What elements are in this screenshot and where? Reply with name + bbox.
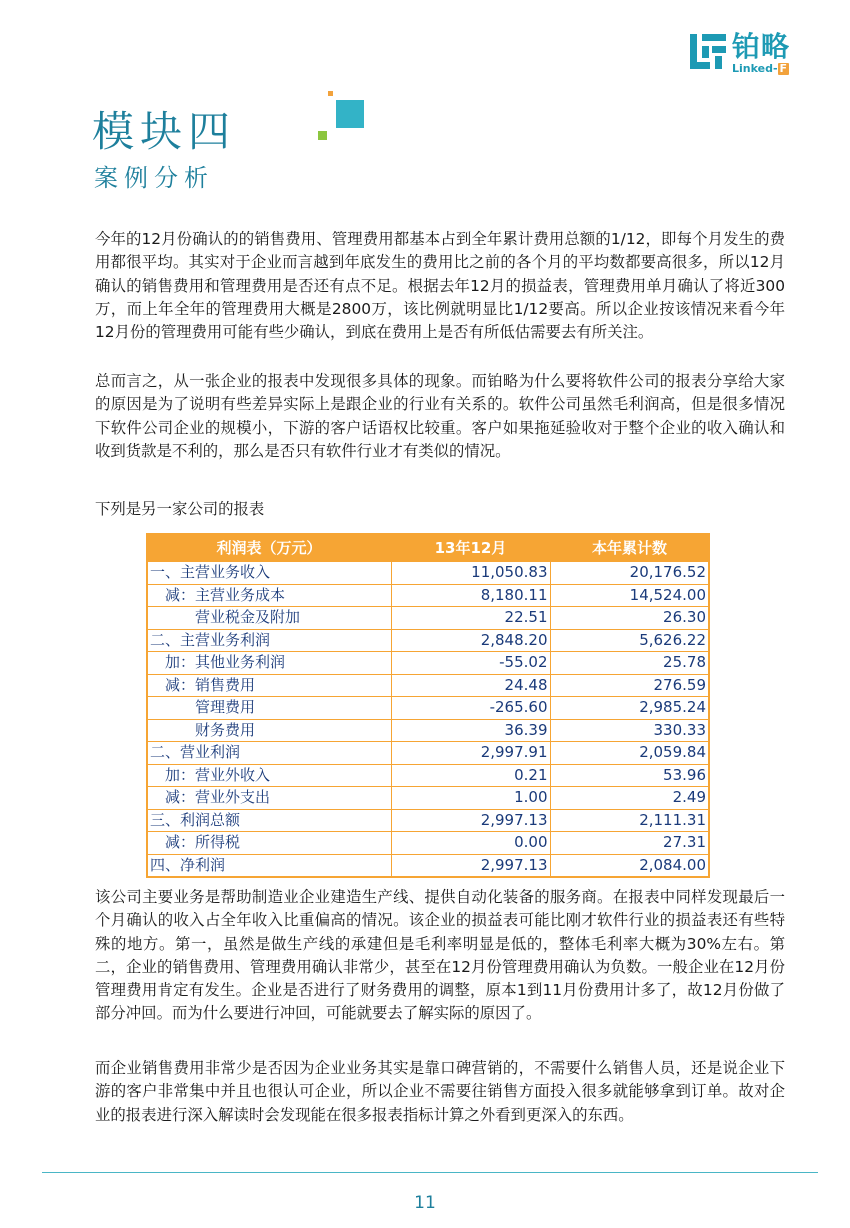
- table-cell-value: 330.33: [550, 719, 709, 742]
- table-cell-label: 一、主营业务收入: [147, 561, 391, 584]
- logo-chinese-name: 铂略: [732, 30, 791, 63]
- table-cell-value: 2,997.91: [391, 742, 550, 765]
- table-cell-value: 2,997.13: [391, 809, 550, 832]
- table-cell-label: 减：主营业务成本: [147, 584, 391, 607]
- table-cell-label: 加：其他业务利润: [147, 652, 391, 675]
- decorative-square-orange: [328, 91, 333, 96]
- paragraph-5: 而企业销售费用非常少是否因为企业业务其实是靠口碑营销的，不需要什么销售人员，还是说企业下游的客户非常集中并且也很认可企业，所以企业不需要往销售方面投入很多就能够拿到订单。故对企业的报表进行深入解读时会发现能在很多报表指标计算之外看到更深入的东西。: [95, 1059, 785, 1124]
- table-row: [147, 697, 709, 720]
- table-cell-label: 管理费用: [147, 697, 391, 720]
- table-cell-value: 0.21: [391, 764, 550, 787]
- table-intro-text: 下列是另一家公司的报表: [95, 500, 265, 518]
- table-header-row: [147, 534, 709, 561]
- table-cell-value: 2.49: [550, 787, 709, 810]
- decorative-square-green: [318, 131, 327, 140]
- table-cell-value: 2,848.20: [391, 629, 550, 652]
- table-row: [147, 561, 709, 584]
- table-cell-label: 二、主营业务利润: [147, 629, 391, 652]
- table-cell-label: 二、营业利润: [147, 742, 391, 765]
- table-header-cell: 本年累计数: [550, 534, 709, 561]
- paragraph-2: 总而言之，从一张企业的报表中发现很多具体的现象。而铂略为什么要将软件公司的报表分享给大家的原因是为了说明有些差异实际上是跟企业的行业有关系的。软件公司虽然毛利润高，但是很多情况下软件公司企业的规模小，下游的客户话语权比较重。客户如果拖延验收对于整个企业的收入确认和收到货款是不利的，那么是否只有软件行业才有类似的情况。: [95, 372, 785, 460]
- logo-english-name: [732, 63, 789, 75]
- table-cell-value: 24.48: [391, 674, 550, 697]
- table-cell-label: 营业税金及附加: [147, 607, 391, 630]
- table-cell-value: 22.51: [391, 607, 550, 630]
- table-cell-value: 0.00: [391, 832, 550, 855]
- paragraph-1: 今年的12月份确认的的销售费用、管理费用都基本占到全年累计费用总额的1/12，即每个月发生的费用都很平均。其实对于企业而言越到年底发生的费用比之前的各个月的平均数都要高很多，所以12月确认的销售费用和管理费用是否还有点不足。根据去年12月的损益表，管理费用单月确认了将近300万，而上年全年的管理费用大概是2800万，该比例就明显比1/12要高。所以企业按该情况来看今年12月份的管理费用可能有些少确认，到底在费用上是否有所低估需要去有所关注。: [95, 230, 785, 342]
- table-cell-value: 25.78: [550, 652, 709, 675]
- table-cell-value: 5,626.22: [550, 629, 709, 652]
- table-row: [147, 787, 709, 810]
- table-row: [147, 607, 709, 630]
- table-cell-value: -265.60: [391, 697, 550, 720]
- table-cell-value: 53.96: [550, 764, 709, 787]
- table-cell-value: 27.31: [550, 832, 709, 855]
- table-cell-value: 2,059.84: [550, 742, 709, 765]
- table-cell-label: 减：销售费用: [147, 674, 391, 697]
- footer-divider: [42, 1172, 818, 1173]
- table-cell-label: 财务费用: [147, 719, 391, 742]
- table-cell-label: 四、净利润: [147, 854, 391, 877]
- module-subtitle: 案例分析: [94, 164, 214, 192]
- table-cell-value: 36.39: [391, 719, 550, 742]
- paragraph-4: 该公司主要业务是帮助制造业企业建造生产线、提供自动化装备的服务商。在报表中同样发现最后一个月确认的收入占全年收入比重偏高的情况。该企业的损益表可能比刚才软件行业的损益表还有些特殊的地方。第一，虽然是做生产线的承建但是毛利率明显是低的，整体毛利率大概为30%左右。第二，企业的销售费用、管理费用确认非常少，甚至在12月份管理费用确认为负数。一般企业在12月份管理费用肯定有发生。企业是否进行了财务费用的调整，原本1到11月份费用计多了，故12月份做了部分冲回。而为什么要进行冲回，可能就要去了解实际的原因了。: [95, 888, 785, 1023]
- table-cell-value: 2,111.31: [550, 809, 709, 832]
- table-cell-value: 8,180.11: [391, 584, 550, 607]
- table-row: [147, 652, 709, 675]
- table-cell-value: 20,176.52: [550, 561, 709, 584]
- table-cell-label: 加：营业外收入: [147, 764, 391, 787]
- linked-f-logo-mark-icon: [688, 32, 728, 72]
- table-header-cell: 利润表（万元）: [147, 534, 391, 561]
- income-statement-table: [146, 533, 710, 878]
- table-row: [147, 674, 709, 697]
- table-cell-label: 减：所得税: [147, 832, 391, 855]
- table-row: [147, 764, 709, 787]
- module-title: 模块四: [92, 107, 237, 156]
- table-row: [147, 742, 709, 765]
- table-cell-value: 2,985.24: [550, 697, 709, 720]
- table-cell-value: 11,050.83: [391, 561, 550, 584]
- table-row: [147, 854, 709, 877]
- table-cell-value: -55.02: [391, 652, 550, 675]
- table-cell-value: 14,524.00: [550, 584, 709, 607]
- logo-english-prefix: Linked-: [732, 62, 778, 75]
- table-cell-value: 276.59: [550, 674, 709, 697]
- decorative-square-teal: [336, 100, 364, 128]
- table-cell-value: 2,084.00: [550, 854, 709, 877]
- table-cell-value: 1.00: [391, 787, 550, 810]
- table-cell-value: 2,997.13: [391, 854, 550, 877]
- table-cell-value: 26.30: [550, 607, 709, 630]
- table-row: [147, 832, 709, 855]
- brand-logo: [688, 28, 818, 78]
- table-cell-label: 减：营业外支出: [147, 787, 391, 810]
- table-row: [147, 584, 709, 607]
- logo-english-suffix: F: [779, 62, 788, 75]
- page-number: 11: [414, 1193, 436, 1213]
- table-row: [147, 809, 709, 832]
- table-cell-label: 三、利润总额: [147, 809, 391, 832]
- table-row: [147, 629, 709, 652]
- table-row: [147, 719, 709, 742]
- table-header-cell: 13年12月: [391, 534, 550, 561]
